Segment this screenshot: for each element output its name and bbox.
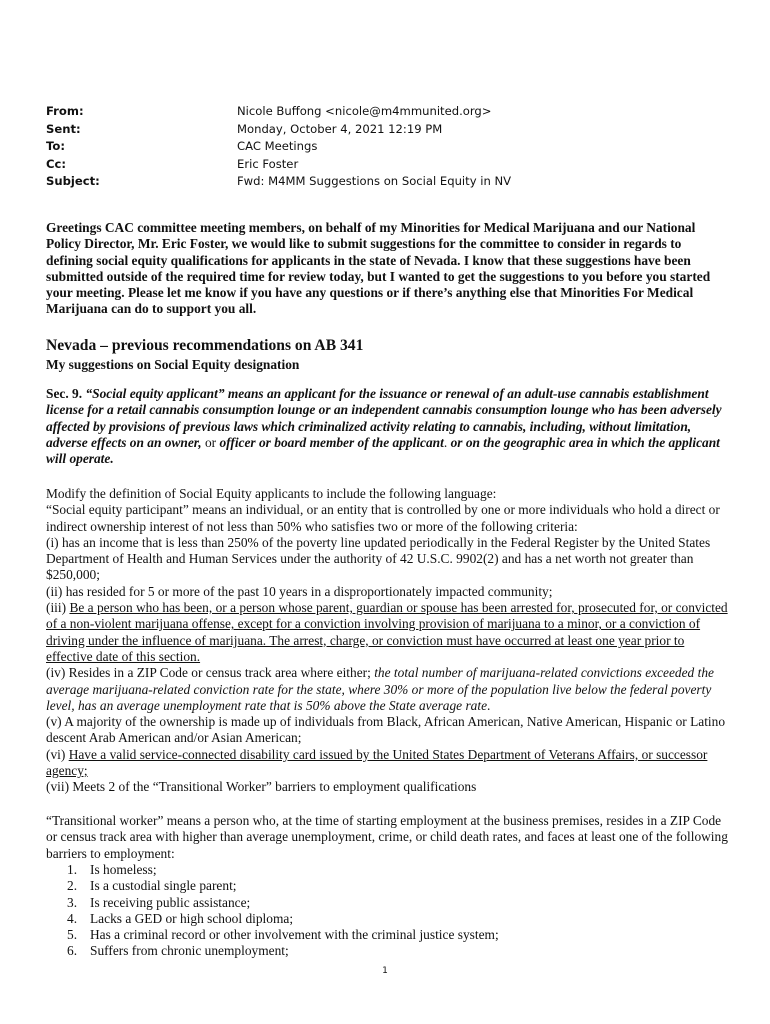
list-item-number: 4.: [67, 910, 78, 926]
transitional-worker-definition: “Transitional worker” means a person who, at the time of starting employment at the business premises, resides in a ZIP Code or census track area with higher than average unemployment, crime, or child death rates, and faces at least one of the following barriers to employment:: [46, 813, 728, 861]
list-item-text: Is receiving public assistance;: [90, 894, 251, 910]
criterion-vii: (vii) Meets 2 of the “Transitional Worker” barriers to employment qualifications: [46, 779, 477, 795]
sec9-part1: “Social equity applicant” means an applicant for the issuance or renewal of an adult-use cannabis establishment license for a retail cannabis consumption lounge or an independent cannabis consumption lounge who has been adversely affected by provisions of previous laws which criminalized activity relating to cannabis, including, without limitation, adverse effects on an owner,: [46, 386, 722, 450]
sec9-part3: or on the geographic area in which the applicant will operate.: [46, 434, 720, 467]
list-item-text: Suffers from chronic unemployment;: [90, 943, 289, 959]
sec9-paragraph: [46, 386, 728, 467]
page-number: 1: [382, 966, 388, 976]
intro-paragraph: Greetings CAC committee meeting members, on behalf of my Minorities for Medical Marijuana and our National Policy Director, Mr. Eric Foster, we would like to submit suggestions for the committee to consider in regards to defining social equity qualifications for applicants in the state of Nevada. I know that these suggestions have been submitted outside of the required time for review today, but I wanted to get the suggestions to you before you started your meeting. Please let me know if you have any questions or if there’s anything else that Minorities For Medical Marijuana can do to support you all.: [46, 220, 711, 317]
section-subheading: My suggestions on Social Equity designation: [46, 357, 300, 372]
modify-intro: Modify the definition of Social Equity applicants to include the following language:: [46, 486, 497, 501]
list-item: [46, 878, 499, 894]
list-item-number: 2.: [67, 878, 78, 894]
cc-value: Eric Foster: [237, 156, 299, 171]
to-value: CAC Meetings: [237, 139, 318, 153]
list-item-number: 6.: [67, 943, 78, 959]
list-item: [46, 943, 499, 959]
list-item-number: 3.: [67, 894, 78, 910]
from-label: From:: [46, 104, 84, 118]
criterion-vi-prefix: (vi): [46, 746, 69, 762]
sec9-part2: officer or board member of the applicant: [219, 434, 444, 450]
criterion-i: (i) has an income that is less than 250% of the poverty line updated periodically in the Federal Register by the United States Department of Health and Human Services under the authority of 42 U.S.C. 9902(2) and has a net worth not greater than $250,000;: [46, 534, 711, 583]
criterion-ii: (ii) has resided for 5 or more of the past 10 years in a disproportionately impacted community;: [46, 583, 553, 599]
list-item-text: Is a custodial single parent;: [90, 878, 237, 894]
list-item-number: 5.: [67, 927, 78, 943]
criterion-iv: [46, 665, 728, 714]
list-item: [46, 927, 499, 943]
criterion-iii-prefix: (iii): [46, 600, 70, 616]
criterion-iii: [46, 600, 728, 665]
modify-block: [46, 486, 728, 796]
criterion-vi: [46, 747, 728, 780]
barriers-list: [46, 862, 499, 960]
section-heading: Nevada – previous recommendations on AB 341: [46, 337, 364, 354]
cc-label: Cc:: [46, 156, 67, 171]
list-item: [46, 862, 499, 878]
list-item: [46, 895, 499, 911]
list-item-text: Lacks a GED or high school diploma;: [90, 910, 294, 926]
subject-label: Subject:: [46, 174, 100, 188]
to-label: To:: [46, 139, 65, 153]
from-value: Nicole Buffong <nicole@m4mmunited.org>: [237, 104, 492, 118]
participant-definition: “Social equity participant” means an individual, or an entity that is controlled by one or more individuals who hold a direct or indirect ownership interest of not less than 50% who satisfies two or more of the following criteria:: [46, 502, 720, 534]
criterion-iv-prefix: (iv) Resides in a ZIP Code or census track area where either;: [46, 665, 375, 681]
sec9-number: Sec. 9.: [46, 386, 83, 401]
sec9-dot: .: [443, 434, 451, 450]
criterion-iv-end: .: [487, 697, 491, 713]
sec9-or: or: [201, 434, 220, 450]
criterion-iv-text: the total number of marijuana-related convictions exceeded the average marijuana-related conviction rate for the state, where 30% or more of the population live below the federal poverty level, has an average unemployment rate that is 50% above the State average rate: [46, 665, 714, 713]
sent-label: Sent:: [46, 121, 81, 136]
criterion-iii-text: Be a person who has been, or a person whose parent, guardian or spouse has been arrested for, prosecuted for, or convicted of a non-violent marijuana offense, except for a conviction involving provision of marijuana to a minor, or a conviction of driving under the influence of marijuana. The arrest, charge, or conviction must have occurred at least one year prior to effective date of this section.: [46, 600, 728, 664]
list-item-text: Is homeless;: [90, 862, 157, 877]
sent-value: Monday, October 4, 2021 12:19 PM: [237, 121, 443, 136]
list-item: [46, 911, 499, 927]
list-item-number: 1.: [67, 862, 78, 877]
list-item-text: Has a criminal record or other involvement with the criminal justice system;: [90, 927, 499, 943]
criterion-v: (v) A majority of the ownership is made up of individuals from Black, African American, Native American, Hispanic or Latino descent Arab American and/or Asian American;: [46, 714, 726, 746]
criterion-vi-text: Have a valid service-connected disability card issued by the United States Department of Veterans Affairs, or successor agency;: [46, 746, 708, 779]
subject-value: Fwd: M4MM Suggestions on Social Equity in NV: [237, 174, 512, 188]
